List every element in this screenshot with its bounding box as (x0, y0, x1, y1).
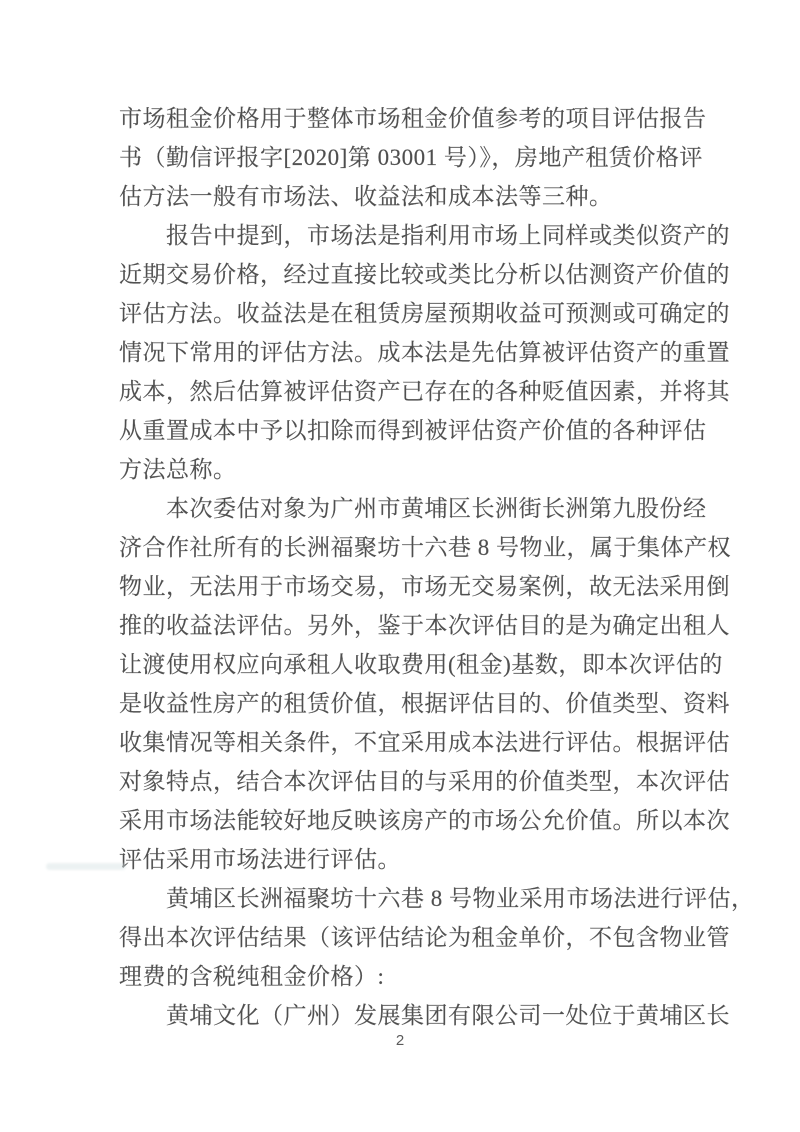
text-line: 黄埔区长洲福聚坊十六巷 8 号物业采用市场法进行评估， (166, 886, 755, 911)
text-line: 推的收益法评估。另外，鉴于本次评估目的是为确定出租人 (119, 613, 730, 638)
text-line: 估方法一般有市场法、收益法和成本法等三种。 (119, 184, 613, 209)
text-line: 书（勤信评报字[2020]第 03001 号）》，房地产租赁价格评 (119, 145, 703, 170)
text-line: 成本，然后估算被评估资产已存在的各种贬值因素，并将其 (119, 379, 730, 404)
text-line: 情况下常用的评估方法。成本法是先估算被评估资产的重置 (119, 340, 730, 365)
text-line: 让渡使用权应向承租人收取费用(租金)基数，即本次评估的 (119, 652, 723, 677)
text-line: 黄埔文化（广州）发展集团有限公司一处位于黄埔区长 (166, 1003, 730, 1028)
text-line: 对象特点，结合本次评估目的与采用的价值类型，本次评估 (119, 769, 730, 794)
text-line: 是收益性房产的租赁价值，根据评估目的、价值类型、资料 (119, 691, 730, 716)
text-line: 近期交易价格，经过直接比较或类比分析以估测资产价值的 (119, 262, 730, 287)
text-line: 本次委估对象为广州市黄埔区长洲街长洲第九股份经 (166, 496, 707, 521)
text-line: 物业，无法用于市场交易，市场无交易案例，故无法采用倒 (119, 574, 730, 599)
text-line: 得出本次评估结果（该评估结论为租金单价，不包含物业管 (119, 925, 730, 950)
text-line: 市场租金价格用于整体市场租金价值参考的项目评估报告 (119, 106, 707, 131)
text-line: 报告中提到，市场法是指利用市场上同样或类似资产的 (166, 223, 730, 248)
text-line: 济合作社所有的长洲福聚坊十六巷 8 号物业，属于集体产权 (119, 535, 731, 560)
document-body (119, 99, 755, 1035)
text-line: 评估采用市场法进行评估。 (119, 847, 401, 872)
text-line: 收集情况等相关条件，不宜采用成本法进行评估。根据评估 (119, 730, 730, 755)
page-number: 2 (395, 1032, 405, 1049)
text-line: 理费的含税纯租金价格）: (119, 964, 385, 989)
text-line: 采用市场法能较好地反映该房产的市场公允价值。所以本次 (119, 808, 730, 833)
text-line: 方法总称。 (119, 457, 237, 482)
scan-smudge (46, 863, 126, 870)
text-line: 评估方法。收益法是在租赁房屋预期收益可预测或可确定的 (119, 301, 730, 326)
text-line: 从重置成本中予以扣除而得到被评估资产价值的各种评估 (119, 418, 707, 443)
